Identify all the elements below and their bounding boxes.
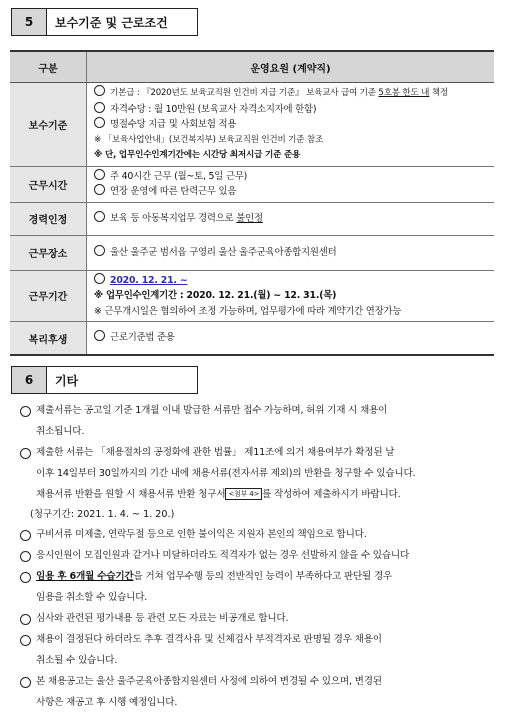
pay-note-reference: ※ 「보육사업안내」(보건복지부) 보육교직원 인건비 기준 참조 [94,134,324,145]
section-6-number: 6 [12,367,47,393]
welfare-line: 근로기준법 준용 [88,330,493,346]
row-content-place [87,235,495,270]
section-6-title: 기타 [47,367,197,393]
row-content-period [87,270,495,322]
circle-bullet-icon [20,635,31,646]
section-6-header [11,366,198,394]
circle-bullet-icon [20,551,31,562]
period-handover-line: ※ 업무인수인계기간 : 2020. 12. 21.(월) ~ 12. 31.(목) [94,290,337,301]
pay-qualification-line: 자격수당 : 월 10만원 (보육교사 자격소지자에 한함) [88,102,493,118]
circle-bullet-icon [20,530,31,541]
circle-bullet-icon [94,85,105,96]
place-line: 울산 울주군 범서읍 구영리 울산 울주군육아종합지원센터 [88,245,493,261]
list-item: 심사와 관련된 평가내용 등 관련 모든 자료는 비공개로 합니다. [20,608,498,629]
list-item: 응시인원이 모집인원과 같거나 미달하더라도 적격자가 없는 경우 선발하지 않을 수 있습니다 [20,545,498,566]
row-label-pay: 보수기준 [10,83,87,167]
row-content-pay [87,83,495,167]
list-item: 채용이 결정된다 하더라도 추후 결격사유 및 신체검사 부적격자로 판명될 경우 채용이 취소될 수 있습니다. [20,629,498,671]
circle-bullet-icon [94,211,105,222]
row-content-welfare [87,322,495,356]
claim-period-note: (청구기간: 2021. 1. 4. ~ 1. 20.) [30,509,175,520]
pay-note-handover: ※ 단, 업무인수인계기간에는 시간당 최저시급 기준 준용 [94,150,301,160]
circle-bullet-icon [20,677,31,688]
row-label-hours: 근무시간 [10,166,87,202]
circle-bullet-icon [20,572,31,583]
circle-bullet-icon [94,169,105,180]
row-label-career: 경력인정 [10,202,87,235]
hours-flex-line: 연장 운영에 따른 탄력근무 있음 [88,184,493,200]
table-row-pay [10,83,494,167]
table-row-hours [10,166,494,202]
list-item: 구비서류 미제출, 연락두절 등으로 인한 불이익은 지원자 본인의 책임으로 합니다. [20,524,498,545]
table-row-period [10,270,494,322]
pay-base-line: 기본급 : 『2020년도 보육교직원 인건비 지급 기준』 보육교사 급여 기준 5호봉 한도 내 책정 [88,85,493,102]
hours-weekly-line: 주 40시간 근무 (월~토, 5일 근무) [88,169,493,185]
list-item: 본 채용공고는 울산 울주군육아종합지원센터 사정에 의하여 변경될 수 있으며, 변경된 사항은 재공고 후 시행 예정입니다. [20,671,498,713]
row-label-place: 근무장소 [10,235,87,270]
section-5-title: 보수기준 및 근로조건 [47,9,197,35]
list-item: 임용 후 6개월 수습기간을 거쳐 업무수행 등의 전반적인 능력이 부족하다고 판단될 경우 임용을 취소할 수 있습니다. [20,566,498,608]
circle-bullet-icon [20,614,31,625]
section-5-number: 5 [12,9,47,35]
period-start-line: 2020. 12. 21. ~ [88,273,493,289]
table-header-row [10,51,494,83]
row-content-career [87,202,495,235]
circle-bullet-icon [94,184,105,195]
circle-bullet-icon [94,330,105,341]
table-row-welfare [10,322,494,356]
row-label-period: 근무기간 [10,270,87,322]
pay-conditions-table [10,50,494,356]
table-row-career [10,202,494,235]
other-notes-list [20,400,498,713]
row-label-welfare: 복리후생 [10,322,87,356]
header-position: 운영요원 (계약직) [87,51,495,83]
career-line: 보육 등 아동복지업무 경력으로 불인정 [88,211,493,227]
period-note-line: ※ 근무개시일은 협의하여 조정 가능하며, 업무평가에 따라 계약기간 연장가능 [94,305,402,317]
attachment-tag: <첨부 4> [225,488,262,500]
circle-bullet-icon [94,102,105,113]
list-item: 제출서류는 공고일 기준 1개월 이내 발급한 서류만 접수 가능하며, 허위 기재 시 채용이 취소됩니다. [20,400,498,442]
circle-bullet-icon [20,406,31,417]
table-row-place [10,235,494,270]
list-item: 제출한 서류는 「채용절차의 공정화에 관한 법률」 제11조에 의거 채용여부가 확정된 날 이후 14일부터 30일까지의 기간 내에 채용서류(전자서류 제외)의 반환을 청구할 수 있습니다. 채용서류 반환을 원할 시 채용서류 반환 청구서 <첨부 4> 를 작성하여 제출하시기 바랍니다. [20,442,498,505]
row-content-hours [87,166,495,202]
section-5-header [11,8,198,36]
circle-bullet-icon [94,273,105,284]
circle-bullet-icon [94,117,105,128]
circle-bullet-icon [20,448,31,459]
header-category: 구분 [10,51,87,83]
pay-holiday-line: 명절수당 지급 및 사회보험 적용 [88,117,493,133]
circle-bullet-icon [94,245,105,256]
